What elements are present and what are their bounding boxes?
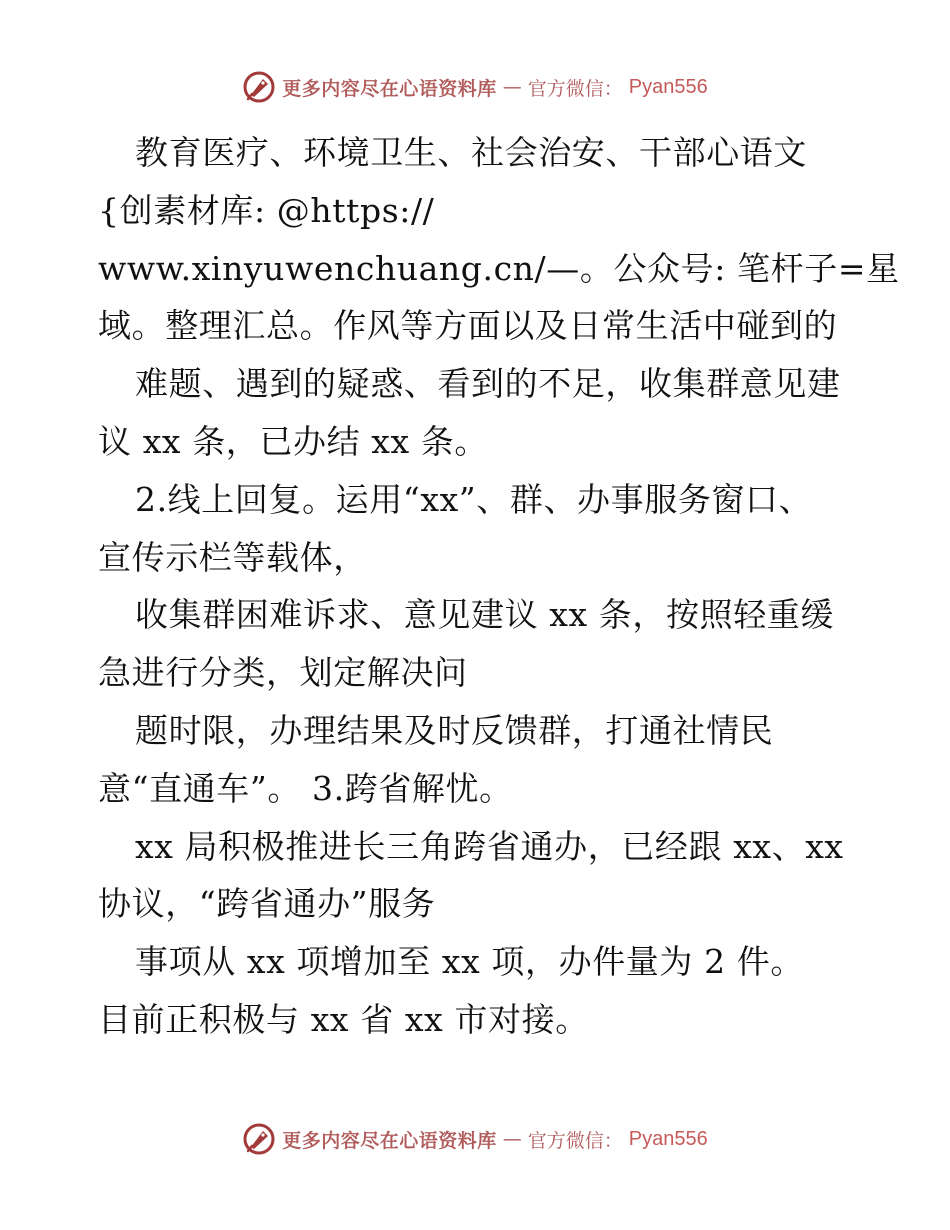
document-body [98,124,900,1049]
footer-banner [0,1122,950,1156]
banner-dash: — [502,1128,522,1150]
text-line: 收集群困难诉求、意见建议 xx 条，按照轻重缓 [135,595,835,635]
text-line: www.xinyuwenchuang.cn/—。公众号: 笔杆子=星 [98,248,900,288]
text-line: 事项从 xx 项增加至 xx 项，办件量为 2 件。 [135,942,804,982]
text-line: 议 xx 条，已办结 xx 条。 [98,421,489,461]
text-line: 2.线上回复。运用“xx”、群、办事服务窗口、 [135,479,813,519]
pen-nib-logo-icon [242,1122,276,1156]
text-line: 意“直通车”。 3.跨省解忧。 [98,768,513,808]
banner-text: 更多内容尽在心语资料库 [282,77,497,100]
banner-text: 更多内容尽在心语资料库 [282,1129,497,1152]
text-line: 域。整理汇总。作风等方面以及日常生活中碰到的 [98,306,838,346]
text-line: xx 局积极推进长三角跨省通办，已经跟 xx、xx [135,826,844,866]
text-line: 协议，“跨省通办”服务 [98,884,436,924]
banner-wechat-id: Pyan556 [628,75,708,98]
text-line: 宣传示栏等载体， [98,537,367,577]
text-line: 目前正积极与 xx 省 xx 市对接。 [98,999,589,1039]
text-line: 题时限，办理结果及时反馈群，打通社情民 [135,710,774,750]
text-line: {创素材库: @https:// [98,190,435,230]
banner-wechat-label: 官方微信： [527,77,623,100]
banner-dash: — [502,76,522,98]
pen-nib-logo-icon [242,70,276,104]
text-line: 教育医疗、环境卫生、社会治安、干部心语文 [135,133,807,172]
banner-wechat-label: 官方微信： [527,1129,623,1152]
text-line: 难题、遇到的疑惑、看到的不足，收集群意见建 [135,364,841,404]
text-line: 急进行分类，划定解决问 [98,653,468,693]
banner-wechat-id: Pyan556 [628,1127,708,1150]
header-banner [0,70,950,104]
